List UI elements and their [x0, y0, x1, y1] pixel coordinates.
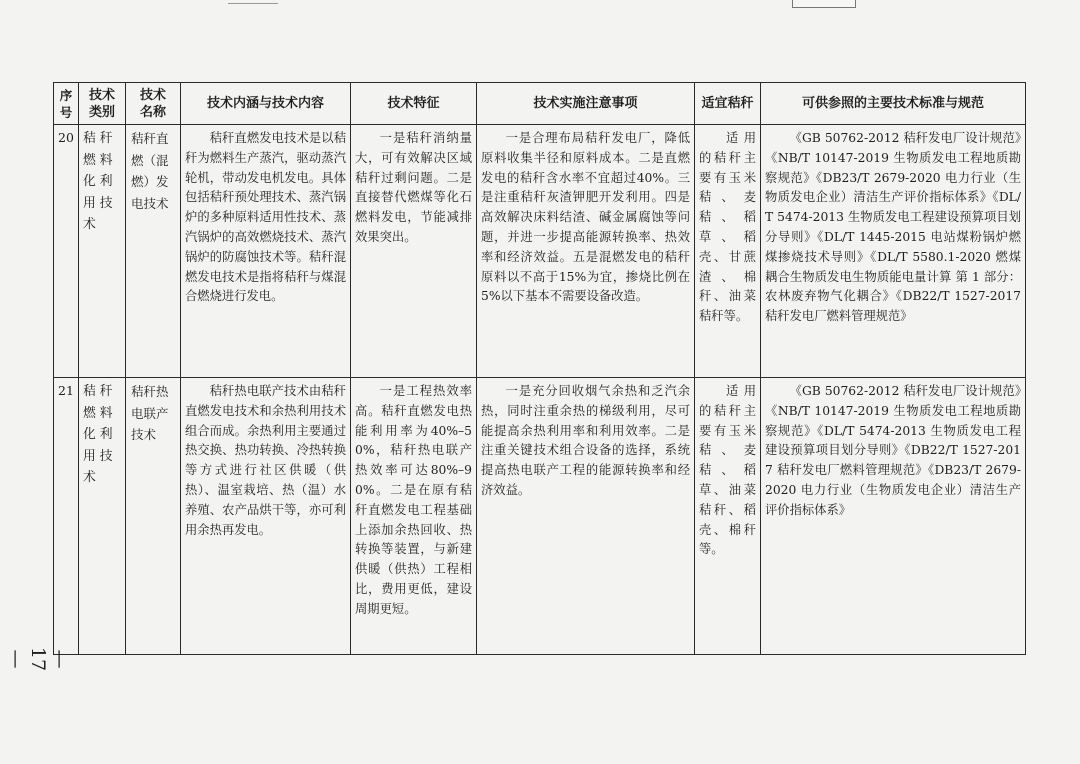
tech-category: 秸秆燃料化利用技术	[79, 378, 126, 655]
tech-standards: 《GB 50762-2012 秸秆发电厂设计规范》《NB/T 10147-2019 生物质发电工程地质勘察规范》《DL/T 5474-2013 生物质发电工程建设预算项目划分导则》《DB22/T 1527-2017 秸秆发电厂燃料管理规范》《DB23/T 2679-2020 电力行业（生物质发电企业）清洁生产评价指标体系》	[761, 378, 1026, 655]
tech-category: 秸秆燃料化利用技术	[79, 125, 126, 378]
header-content: 技术内涵与技术内容	[181, 83, 351, 125]
header-crops: 适宜秸秆	[695, 83, 761, 125]
row-number: 20	[54, 125, 79, 378]
tech-content: 秸秆热电联产技术由秸秆直燃发电技术和余热利用技术组合而成。余热利用主要通过热交换、热功转换、冷热转换等方式进行社区供暖（供热）、温室栽培、热（温）水养殖、农产品烘干等，亦可利用余热再发电。	[181, 378, 351, 655]
table-row	[54, 378, 1026, 655]
tech-notes: 一是合理布局秸秆发电厂，降低原料收集半径和原料成本。二是直燃发电的秸秆含水率不宜超过40%。三是注重秸秆灰渣钾肥开发利用。四是高效解决床料结渣、碱金属腐蚀等问题，并进一步提高能源转换率、热效率和经济效益。五是混燃发电的秸秆原料以不高于15%为宜，掺烧比例在 5%以下基本不需要设备改造。	[477, 125, 695, 378]
table-row	[54, 125, 1026, 378]
scan-artifact-top	[228, 0, 278, 4]
header-category: 技术类别	[79, 83, 126, 125]
tech-standards: 《GB 50762-2012 秸秆发电厂设计规范》《NB/T 10147-2019 生物质发电工程地质勘察规范》《DB23/T 2679-2020 电力行业（生物质发电企业）清洁生产评价指标体系》《DL/T 5474-2013 生物质发电工程建设预算项目划分导则》《DL/T 1445-2015 电站煤粉锅炉燃煤掺烧技术导则》《DL/T 5580.1-2020 燃煤耦合生物质发电生物质能电量计算 第 1 部分：农林废弃物气化耦合》《DB22/T 1527-2017 秸秆发电厂燃料管理规范》	[761, 125, 1026, 378]
tech-features: 一是秸秆消纳量大，可有效解决区域秸秆过剩问题。二是直接替代燃煤等化石燃料发电，节能减排效果突出。	[351, 125, 477, 378]
tech-notes: 一是充分回收烟气余热和乏汽余热，同时注重余热的梯级利用，尽可能提高余热利用率和利用效率。二是注重关键技术组合设备的选择，系统提高热电联产工程的能源转换率和经济效益。	[477, 378, 695, 655]
row-number: 21	[54, 378, 79, 655]
suitable-crops: 适用的秸秆主要有玉米秸、麦秸、稻草、油菜秸秆、稻壳、棉秆等。	[695, 378, 761, 655]
header-notes: 技术实施注意事项	[477, 83, 695, 125]
technology-table	[53, 82, 1026, 655]
header-no: 序号	[54, 83, 79, 125]
suitable-crops: 适用的秸秆主要有玉米秸、麦秸、稻草、稻壳、甘蔗渣、棉秆、油菜秸秆等。	[695, 125, 761, 378]
tech-content: 秸秆直燃发电技术是以秸秆为燃料生产蒸汽，驱动蒸汽轮机，带动发电机发电。具体包括秸秆预处理技术、蒸汽锅炉的多种原料适用性技术、蒸汽锅炉的高效燃烧技术、蒸汽锅炉的防腐蚀技术等。秸秆混燃发电技术是指将秸秆与煤混合燃烧进行发电。	[181, 125, 351, 378]
tech-name: 秸秆热电联产技术	[126, 378, 181, 655]
page-number-text: — 17 —	[5, 646, 71, 672]
page-number	[5, 596, 71, 672]
table-header-row	[54, 83, 1026, 125]
tech-features: 一是工程热效率高。秸秆直燃发电热能利用率为40%–50%，秸秆热电联产热效率可达80%–90%。二是在原有秸秆直燃发电工程基础上添加余热回收、热转换等装置，与新建供暖（供热）工程相比，费用更低，建设周期更短。	[351, 378, 477, 655]
header-features: 技术特征	[351, 83, 477, 125]
header-name: 技术名称	[126, 83, 181, 125]
header-standards: 可供参照的主要技术标准与规范	[761, 83, 1026, 125]
scan-artifact-corner	[792, 0, 856, 8]
tech-name: 秸秆直燃（混燃）发电技术	[126, 125, 181, 378]
